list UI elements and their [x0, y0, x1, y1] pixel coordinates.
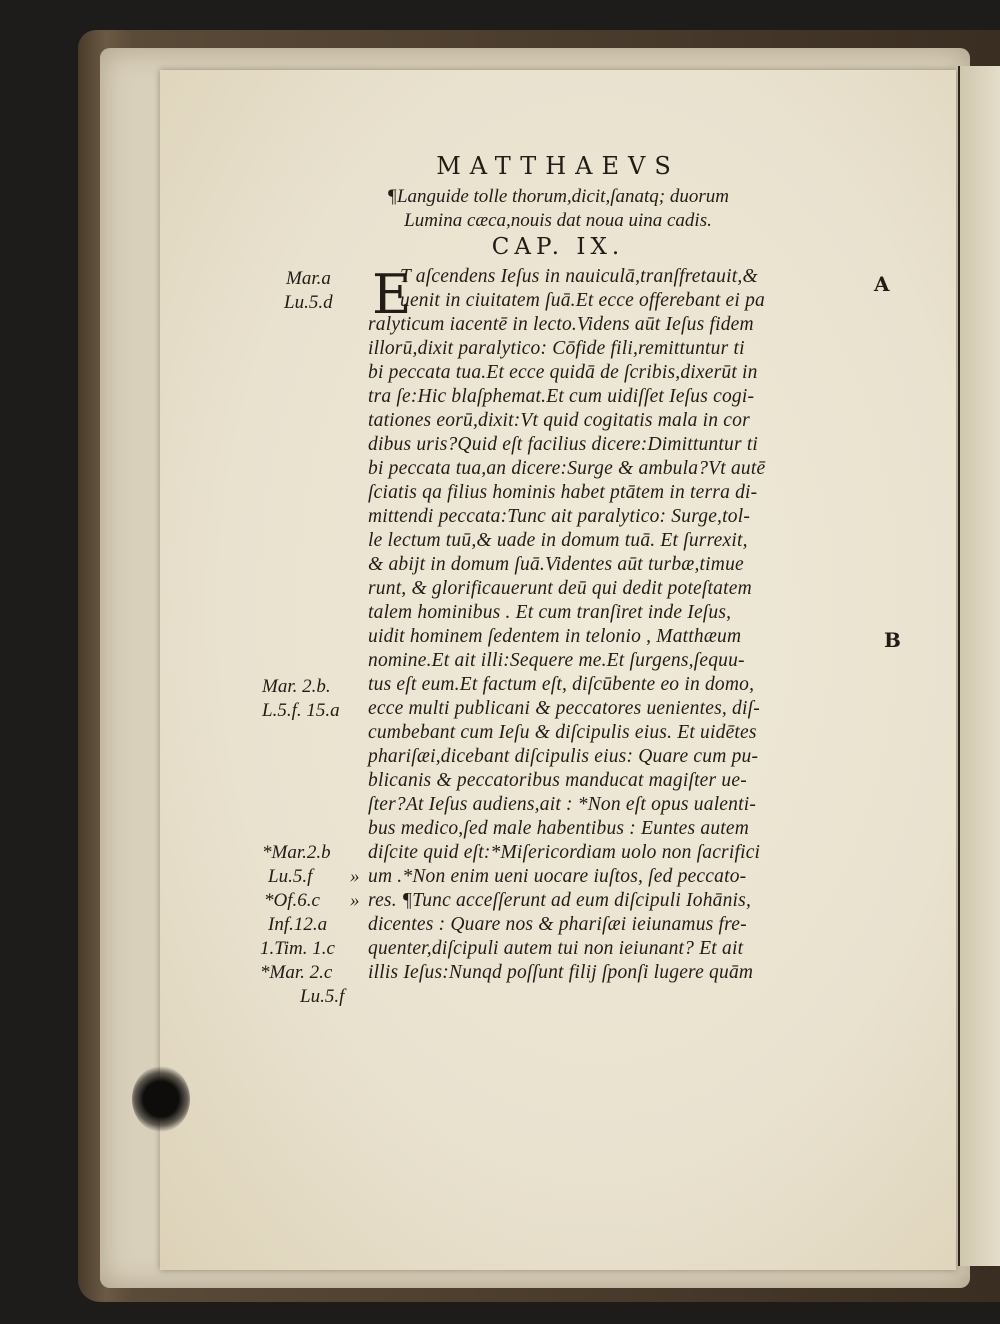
right-page-edge — [958, 66, 1000, 1266]
body-line: talem hominibus . Et cum tranſiret inde Ieſus, — [368, 602, 732, 623]
body-line: tra ſe:Hic blaſphemat.Et cum uidiſſet Ieſus cogi- — [368, 386, 755, 407]
body-line: um .*Non enim ueni uocare iuſtos, ſed peccato- — [368, 866, 747, 887]
margin-note: 1.Tim. 1.c — [260, 938, 335, 959]
body-line: ecce multi publicani & peccatores uenientes, diſ- — [368, 698, 760, 719]
body-line: quenter,diſcipuli autem tui non ieiunant? Et ait — [368, 938, 744, 959]
margin-note: Mar. 2.b. — [262, 676, 331, 697]
margin-note: *Mar. 2.c — [260, 962, 333, 983]
body-line: ralyticum iacentē in lecto.Videns aūt Ieſus fidem — [368, 314, 754, 335]
margin-note: *Of.6.c — [264, 890, 320, 911]
body-line: tationes eorū,dixit:Vt quid cogitatis mala in cor — [368, 410, 750, 431]
margin-mark: » — [350, 890, 360, 911]
body-line: bi peccata tua,an dicere:Surge & ambula?Vt autē — [368, 458, 766, 479]
margin-mark: » — [350, 866, 360, 887]
chapter-heading: CAP. IX. — [491, 234, 625, 260]
body-line: illorū,dixit paralytico: Cōfide fili,remittuntur ti — [368, 338, 745, 359]
body-line: res. ¶Tunc acceſſerunt ad eum diſcipuli Iohānis, — [368, 890, 752, 911]
body-line: uidit hominem ſedentem in telonio , Matthæum — [368, 626, 742, 647]
body-line: le lectum tuū,& uade in domum tuā. Et ſurrexit, — [368, 530, 748, 551]
running-head: MATTHAEVS — [436, 152, 680, 180]
section-letter-b: B — [884, 628, 901, 652]
body-line: phariſæi,dicebant diſcipulis eius: Quare cum pu- — [368, 746, 759, 767]
margin-note: Lu.5.d — [284, 292, 333, 313]
ink-stain — [132, 1066, 190, 1132]
margin-note: Lu.5.f — [300, 986, 345, 1007]
body-line: diſcite quid eſt:*Miſericordiam uolo non ſacrifici — [368, 842, 761, 863]
margin-note: L.5.f. 15.a — [262, 700, 340, 721]
section-letter-a: A — [874, 272, 890, 296]
body-line: dicentes : Quare nos & phariſæi ieiunamus fre- — [368, 914, 747, 935]
motto-line-1: ¶Languide tolle thorum,dicit,ſanatq; duorum — [387, 186, 729, 207]
body-line: T aſcendens Ieſus in nauiculā,tranſfretauit,& — [400, 266, 758, 287]
margin-note: Mar.a — [286, 268, 331, 289]
body-line: & abijt in domum ſuā.Videntes aūt turbæ,timue — [368, 554, 744, 575]
motto-line-2: Lumina cæca,nouis dat noua uina cadis. — [404, 210, 712, 231]
body-line: ſciatis qa filius hominis habet ptātem in terra di- — [368, 482, 758, 503]
body-line: bus medico,ſed male habentibus : Euntes autem — [368, 818, 750, 839]
body-line: nomine.Et ait illi:Sequere me.Et ſurgens,ſequu- — [368, 650, 745, 671]
body-line: blicanis & peccatoribus manducat magiſter ue- — [368, 770, 747, 791]
body-line: bi peccata tua.Et ecce quidā de ſcribis,dixerūt in — [368, 362, 758, 383]
margin-note: Lu.5.f — [268, 866, 313, 887]
margin-note: *Mar.2.b — [262, 842, 331, 863]
body-line: tus eſt eum.Et factum eſt, diſcūbente eo in domo, — [368, 674, 755, 695]
body-line: ſter?At Ieſus audiens,ait : *Non eſt opus ualenti- — [368, 794, 757, 815]
margin-note: Inf.12.a — [268, 914, 328, 935]
body-line: runt, & glorificauerunt deū qui dedit poteſtatem — [368, 578, 752, 599]
body-line: cumbebant cum Ieſu & diſcipulis eius. Et uidētes — [368, 722, 757, 743]
body-line: mittendi peccata:Tunc ait paralytico: Surge,tol- — [368, 506, 751, 527]
drop-capital: E — [372, 263, 412, 326]
body-line: dibus uris?Quid eſt facilius dicere:Dimittuntur ti — [368, 434, 759, 455]
body-line: illis Ieſus:Nunqd poſſunt filij ſponſi lugere quām — [368, 962, 754, 983]
body-line: uenit in ciuitatem ſuā.Et ecce offerebant ei pa — [400, 290, 765, 311]
